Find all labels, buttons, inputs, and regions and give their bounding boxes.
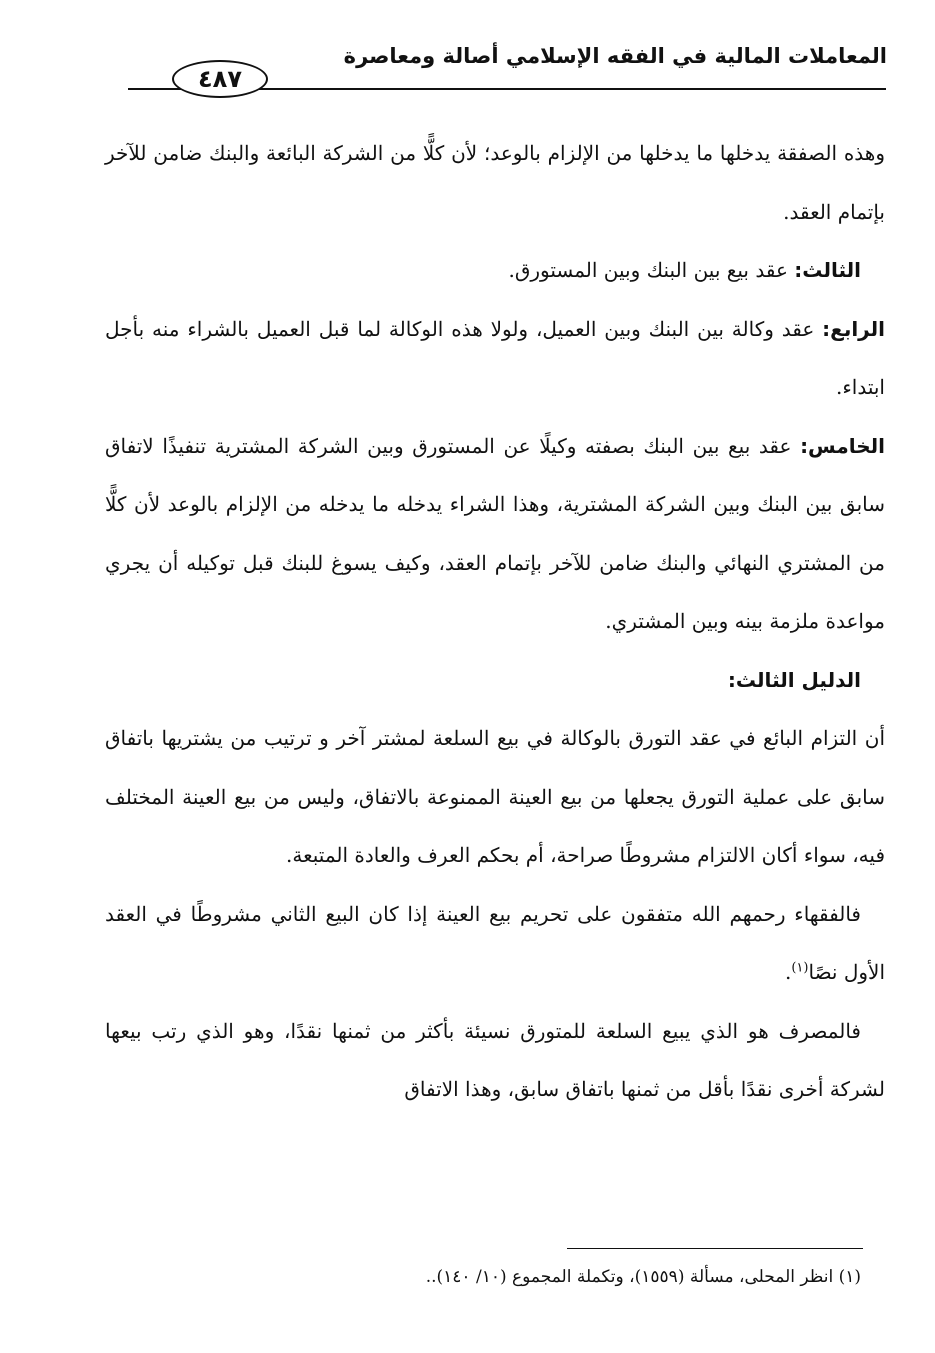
paragraph [105, 124, 885, 241]
paragraph [105, 709, 885, 885]
paragraph-text: عقد بيع بين البنك بصفته وكيلًا عن المستورق وبين الشركة المشترية تنفيذًا لاتفاق سابق بين البنك وبين الشركة المشترية، وهذا الشراء يدخله ما يدخله من الإلزام بالوعد لأن كلًّا من المشتري النهائي والبنك ضامن للآخر بإتمام العقد، وكيف يسوغ للبنك قبل توكيله أن يجري مواعدة ملزمة بينه وبين المشتري. [105, 433, 885, 633]
body-text [105, 124, 885, 1119]
section-heading [105, 651, 885, 710]
paragraph-text: عقد بيع بين البنك وبين المستورق. [508, 258, 788, 282]
paragraph-text: فالمصرف هو الذي يبيع السلعة للمتورق نسيئة بأكثر من ثمنها نقدًا، وهو الذي رتب بيعها لشركة أخرى نقدًا بأقل من ثمنها باتفاق سابق، وهذا الاتفاق [105, 1018, 885, 1101]
section-heading-text: الدليل الثالث: [727, 667, 861, 692]
page-number-badge [172, 60, 268, 98]
footnote-separator [567, 1248, 863, 1249]
paragraph-text: أن التزام البائع في عقد التورق بالوكالة في بيع السلعة لمشتر آخر و ترتيب من يشتريها باتفاق سابق على عملية التورق يجعلها من بيع العينة الممنوعة بالاتفاق، وليس من بيع العينة المختلف فيه، سواء أكان الالتزام مشروطًا صراحة، أم بحكم العرف والعادة المتبعة. [105, 726, 885, 867]
paragraph-text: عقد وكالة بين البنك وبين العميل، ولولا هذه الوكالة لما قبل العميل بالشراء منه بأجل ابتداء. [105, 316, 885, 399]
paragraph-third [105, 241, 885, 300]
footnote [101, 1262, 861, 1292]
paragraph-text: وهذه الصفقة يدخلها ما يدخلها من الإلزام بالوعد؛ لأن كلًّا من الشركة البائعة والبنك ضامن للآخر بإتمام العقد. [105, 141, 885, 224]
running-header-title: المعاملات المالية في الفقه الإسلامي أصالة ومعاصرة [343, 44, 887, 68]
paragraph-text: فالفقهاء رحمهم الله متفقون على تحريم بيع العينة إذا كان البيع الثاني مشروطًا في العقد الأول نصًا [105, 901, 885, 984]
paragraph-tail: . [784, 960, 792, 984]
paragraph [105, 885, 885, 1002]
paragraph-label: الخامس: [800, 433, 886, 458]
page-number: ٤٨٧ [198, 65, 242, 93]
paragraph-label: الرابع: [822, 316, 885, 341]
footnote-ref[interactable]: (١) [791, 960, 809, 976]
paragraph-fourth [105, 300, 885, 417]
paragraph-label: الثالث: [794, 258, 861, 282]
footnote-number: (١) [838, 1267, 861, 1287]
paragraph-fifth [105, 417, 885, 651]
footnote-text: انظر المحلى، مسألة (١٥٥٩)، وتكملة المجموع (١٠/ ١٤٠).. [425, 1267, 834, 1287]
paragraph [105, 1002, 885, 1119]
